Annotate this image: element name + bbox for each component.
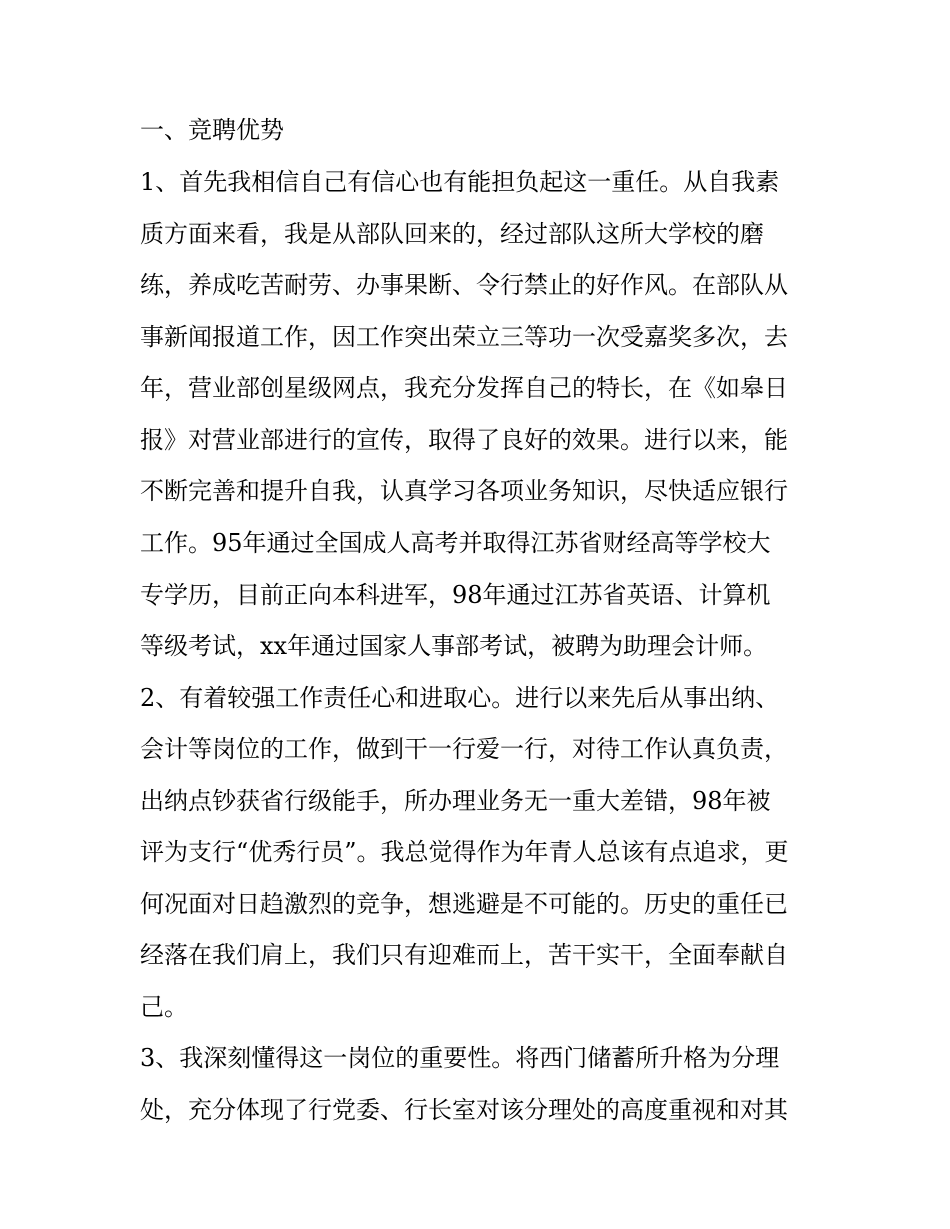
text-line: 3、我深刻懂得这一岗位的重要性。将西门储蓄所升格为分理 [140,1044,780,1072]
text-line: 处，充分体现了行党委、行长室对该分理处的高度重视和对其 [140,1096,788,1124]
text-line: 等级考试，xx年通过国家人事部考试，被聘为助理会计师。 [140,632,768,660]
text-line: 己。 [140,993,188,1021]
text-line: 不断完善和提升自我，认真学习各项业务知识，尽快适应银行 [140,477,788,505]
text-line: 出纳点钞获省行级能手，所办理业务无一重大差错，98年被 [140,787,771,815]
text-line: 1、首先我相信自己有信心也有能担负起这一重任。从自我素 [140,168,780,196]
text-line: 会计等岗位的工作，做到干一行爱一行，对待工作认真负责， [140,735,788,763]
section-heading: 一、竞聘优势 [140,116,284,144]
text-line: 经落在我们肩上，我们只有迎难而上，苦干实干，全面奉献自 [140,941,788,969]
text-line: 评为支行“优秀行员”。我总觉得作为年青人总该有点追求，更 [140,838,789,866]
text-line: 专学历，目前正向本科进军，98年通过江苏省英语、计算机 [140,581,771,609]
text-line: 练，养成吃苦耐劳、办事果断、令行禁止的好作风。在部队从 [140,271,788,299]
text-line: 工作。95年通过全国成人高考并取得江苏省财经高等学校大 [140,529,771,557]
text-line: 质方面来看，我是从部队回来的，经过部队这所大学校的磨 [140,220,764,248]
text-line: 2、有着较强工作责任心和进取心。进行以来先后从事出纳、 [140,684,780,712]
text-line: 何况面对日趋激烈的竞争，想逃避是不可能的。历史的重任已 [140,890,788,918]
text-line: 事新闻报道工作，因工作突出荣立三等功一次受嘉奖多次，去 [140,323,788,351]
text-line: 报》对营业部进行的宣传，取得了良好的效果。进行以来，能 [140,426,788,454]
text-line: 年，营业部创星级网点，我充分发挥自己的特长，在《如皋日 [140,374,788,402]
